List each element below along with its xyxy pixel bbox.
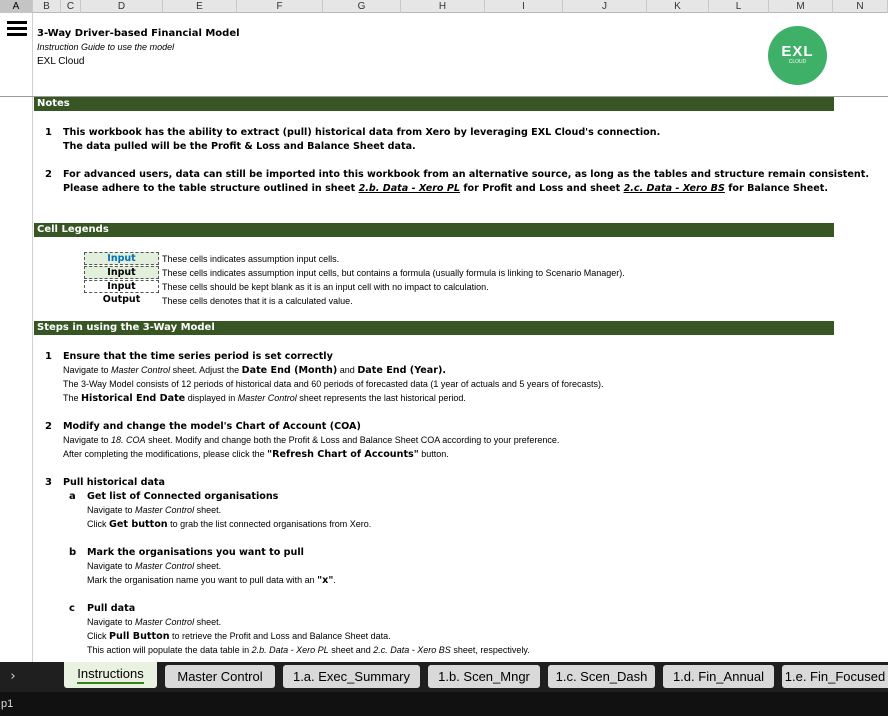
note-text-line (63, 183, 828, 194)
note-text: Please adhere to the table structure outlined in sheet (63, 183, 356, 194)
step-bold-text: Date End (Month) (241, 365, 338, 376)
tab-scen-dash[interactable]: 1.c. Scen_Dash (548, 665, 655, 688)
column-header-a[interactable]: A (0, 0, 33, 13)
column-header-k[interactable]: K (647, 0, 709, 13)
step-line (87, 575, 336, 586)
step-text: Navigate to (63, 435, 109, 445)
step-title: Modify and change the model's Chart of Account (COA) (63, 421, 361, 432)
note-text: The data pulled will be the Profit & Loss and Balance Sheet data. (63, 141, 416, 152)
note-text: For advanced users, data can still be imported into this workbook from an alternative source, as long as the tables and structure remain consistent. (63, 169, 869, 180)
step-line (87, 631, 391, 642)
tab-exec-summary[interactable]: 1.a. Exec_Summary (283, 665, 420, 688)
substep-letter: a (69, 491, 76, 502)
step-text: displayed in (187, 393, 236, 403)
note-text: for Profit and Loss and sheet (463, 183, 621, 194)
step-title: Ensure that the time series period is set correctly (63, 351, 333, 362)
step-line (87, 561, 221, 571)
sheet-ref-master-control: Master Control (111, 365, 171, 375)
logo-brand-text: EXL (781, 43, 814, 60)
step-text: sheet. (196, 505, 222, 515)
status-bar: p1 (0, 692, 888, 716)
step-text: The (63, 393, 79, 403)
tab-master-control[interactable]: Master Control (165, 665, 275, 688)
column-header-l[interactable]: L (709, 0, 769, 13)
tab-fin-focused[interactable]: 1.e. Fin_Focused (782, 665, 888, 688)
step-line (63, 365, 446, 376)
tab-scroll-icon[interactable]: › (10, 669, 16, 684)
step-line (87, 505, 221, 515)
notes-section-header: Notes (34, 97, 834, 111)
step-text: to retrieve the Profit and Loss and Balance Sheet data. (172, 631, 391, 641)
step-bold-text: "Refresh Chart of Accounts" (267, 449, 419, 460)
step-line (63, 449, 449, 460)
step-text: Navigate to (87, 561, 133, 571)
sheet-ref-master-control: Master Control (135, 505, 195, 515)
sheet-link-bs[interactable]: 2.c. Data - Xero BS (623, 183, 725, 194)
step-text: Click (87, 519, 107, 529)
substep-title: Get list of Connected organisations (87, 491, 279, 502)
hamburger-menu-icon[interactable] (7, 21, 27, 37)
column-header-d[interactable]: D (81, 0, 163, 13)
step-text: to grab the list connected organisations from Xero. (170, 519, 372, 529)
sheet-ref-master-control: Master Control (135, 561, 195, 571)
step-text: sheet, respectively. (453, 645, 530, 655)
legend-formula-input-cell: Input (84, 266, 159, 279)
note-number: 2 (45, 169, 52, 180)
step-line (63, 435, 559, 445)
column-header-e[interactable]: E (163, 0, 237, 13)
column-header-h[interactable]: H (401, 0, 485, 13)
sheet-ref-bs: 2.c. Data - Xero BS (373, 645, 451, 655)
step-title: Pull historical data (63, 477, 165, 488)
substep-title: Mark the organisations you want to pull (87, 547, 304, 558)
step-text: and (339, 365, 355, 375)
page-subtitle: Instruction Guide to use the model (37, 42, 175, 52)
step-text: sheet represents the last historical period. (299, 393, 466, 403)
column-header-i[interactable]: I (485, 0, 563, 13)
tab-instructions[interactable] (64, 662, 157, 688)
note-number: 1 (45, 127, 52, 138)
tab-label: Instructions (77, 666, 143, 684)
substep-letter: b (69, 547, 77, 558)
sheet-ref-coa: 18. COA (111, 435, 146, 445)
step-text: Navigate to (87, 505, 133, 515)
step-text: Mark the organisation name you want to pull data with an (87, 575, 315, 585)
company-name: EXL Cloud (37, 56, 85, 67)
column-header-c[interactable]: C (61, 0, 81, 13)
step-text: Navigate to (63, 365, 109, 375)
step-line (63, 393, 466, 404)
legend-description: These cells denotes that it is a calculated value. (162, 296, 353, 306)
page-title: 3-Way Driver-based Financial Model (37, 28, 240, 39)
column-header-j[interactable]: J (563, 0, 647, 13)
sheet-tab-bar (0, 662, 888, 692)
step-bold-text: Pull Button (109, 631, 170, 642)
sheet-ref-pl: 2.b. Data - Xero PL (251, 645, 329, 655)
column-header-f[interactable]: F (237, 0, 323, 13)
legend-input-cell: Input (84, 252, 159, 265)
step-text: This action will populate the data table in (87, 645, 250, 655)
step-number: 3 (45, 477, 52, 488)
substep-letter: c (69, 603, 75, 614)
legend-output-cell: Output (102, 294, 141, 305)
exl-cloud-logo (768, 26, 827, 85)
step-bold-text: Get button (109, 519, 168, 530)
note-text: for Balance Sheet. (728, 183, 828, 194)
step-bold-text: Historical End Date (81, 393, 186, 404)
column-header-b[interactable]: B (33, 0, 61, 13)
step-text: Navigate to (87, 617, 133, 627)
step-line (87, 617, 221, 627)
legend-description: These cells should be kept blank as it is an input cell with no impact to calculation. (162, 282, 489, 292)
step-text: Click (87, 631, 107, 641)
sheet-link-pl[interactable]: 2.b. Data - Xero PL (358, 183, 461, 194)
sheet-ref-master-control: Master Control (135, 617, 195, 627)
column-header-n[interactable]: N (833, 0, 888, 13)
tab-fin-annual[interactable]: 1.d. Fin_Annual (663, 665, 774, 688)
column-header-m[interactable]: M (769, 0, 833, 13)
step-text: sheet. (196, 561, 222, 571)
step-text: After completing the modifications, please click the (63, 449, 265, 459)
step-text: sheet and (331, 645, 371, 655)
step-text: The 3-Way Model consists of 12 periods of historical data and 60 periods of forecasted data (1 year of actuals and 5 years of forecasts). (63, 379, 604, 389)
step-line (87, 519, 371, 530)
step-number: 1 (45, 351, 52, 362)
substep-title: Pull data (87, 603, 136, 614)
legends-section-header: Cell Legends (34, 223, 834, 237)
legend-description: These cells indicates assumption input cells, but contains a formula (usually formula is linking to Scenario Manager). (162, 268, 625, 278)
step-text: sheet. (196, 617, 222, 627)
step-text: sheet. Modify and change both the Profit & Loss and Balance Sheet COA according to your preference. (148, 435, 560, 445)
column-a-divider (32, 13, 33, 663)
column-header-bar (0, 0, 888, 13)
step-text: button. (421, 449, 449, 459)
tab-scen-mngr[interactable]: 1.b. Scen_Mngr (428, 665, 540, 688)
step-bold-text: "x" (317, 575, 334, 586)
step-text: . (333, 575, 336, 585)
column-header-g[interactable]: G (323, 0, 401, 13)
step-line (87, 645, 530, 655)
note-text: This workbook has the ability to extract (pull) historical data from Xero by leveraging EXL Cloud's connection. (63, 127, 661, 138)
legend-blank-input-cell: Input (84, 280, 159, 293)
step-text: sheet. Adjust the (172, 365, 240, 375)
step-number: 2 (45, 421, 52, 432)
legend-description: These cells indicates assumption input cells. (162, 254, 340, 264)
steps-section-header: Steps in using the 3-Way Model (34, 321, 834, 335)
sheet-ref-master-control: Master Control (237, 393, 297, 403)
logo-sub-text: CLOUD (788, 59, 807, 65)
step-bold-text: Date End (Year). (357, 365, 446, 376)
